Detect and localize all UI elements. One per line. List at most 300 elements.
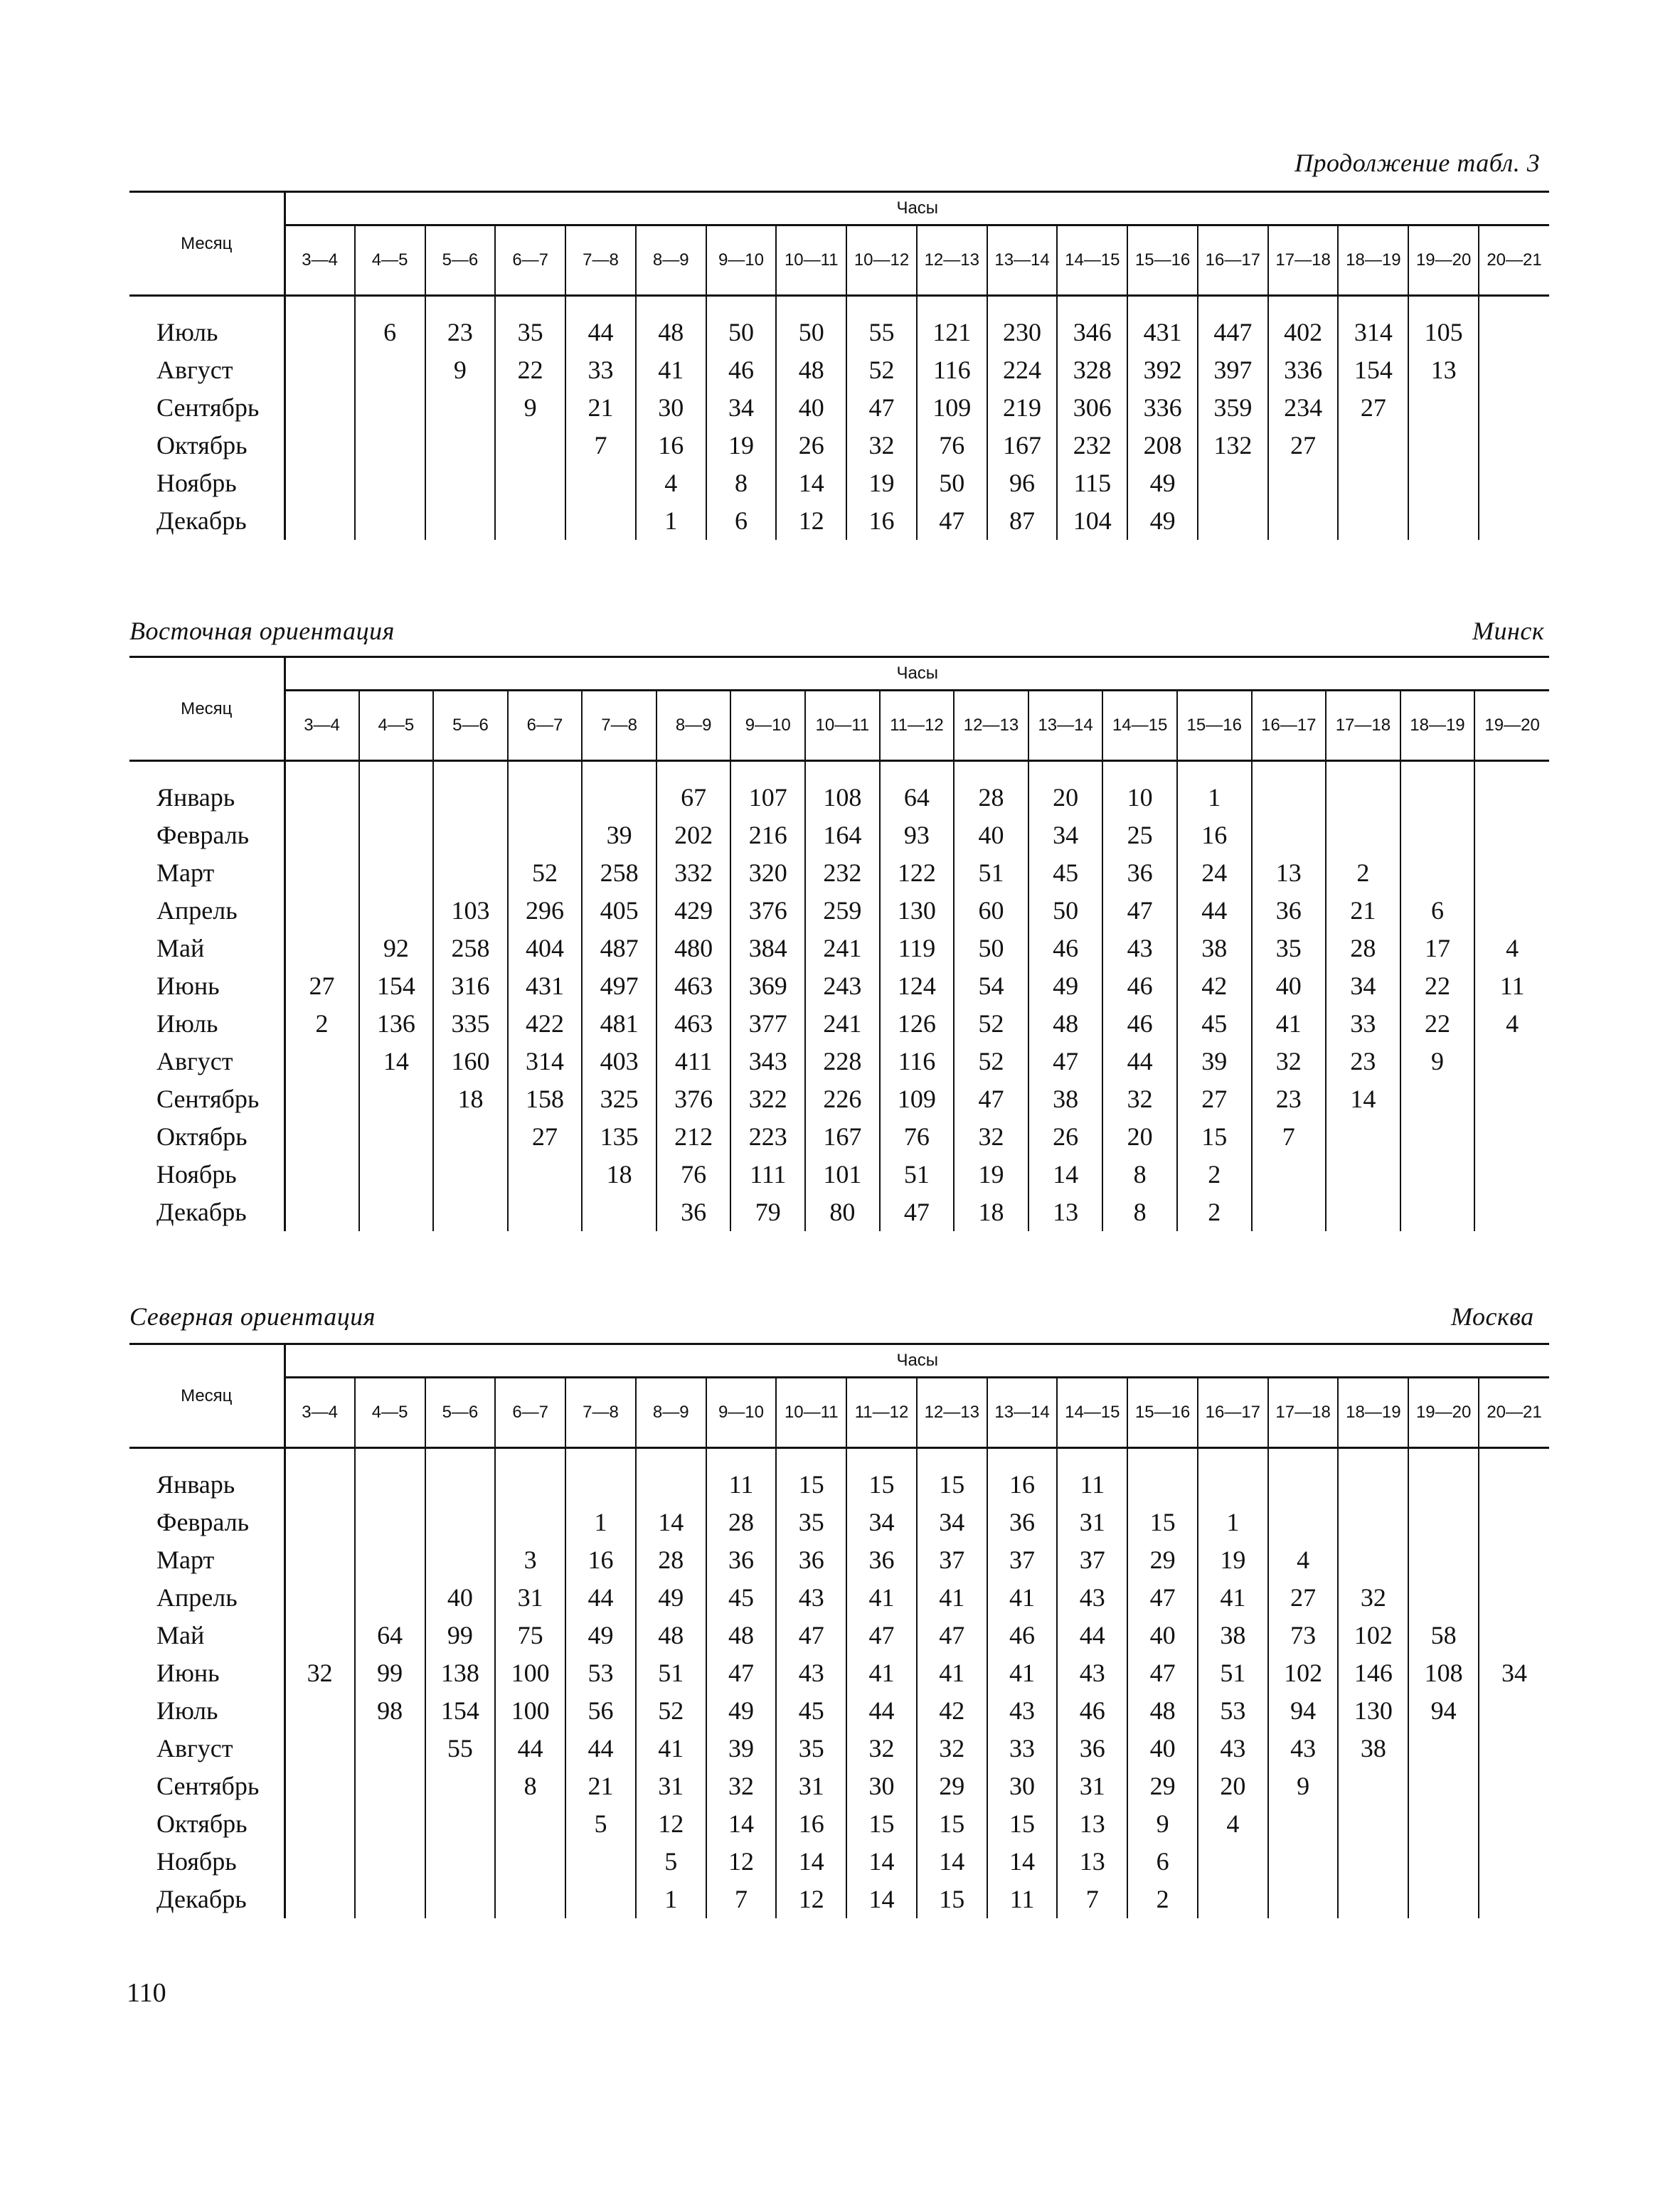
hour-interval-header: 5—6 [425, 1378, 496, 1448]
value-cell: 15 [917, 1805, 987, 1843]
value-cell [433, 1118, 508, 1156]
value-cell: 14 [359, 1043, 434, 1080]
value-cell: 32 [1102, 1080, 1177, 1118]
value-cell [1338, 1541, 1408, 1579]
value-cell: 411 [656, 1043, 731, 1080]
hour-interval-header: 4—5 [355, 1378, 425, 1448]
value-cell: 36 [776, 1541, 846, 1579]
spacer-cell [656, 761, 731, 780]
spacer-cell [1400, 761, 1475, 780]
spacer-cell [1268, 296, 1339, 314]
value-cell: 429 [656, 892, 731, 930]
value-cell [433, 779, 508, 817]
value-cell [355, 502, 425, 540]
value-cell: 15 [917, 1466, 987, 1504]
value-cell: 4 [1474, 930, 1549, 967]
value-cell [425, 1541, 496, 1579]
month-cell: Сентябрь [129, 1080, 285, 1118]
value-cell [1474, 1156, 1549, 1193]
value-cell: 27 [1268, 1579, 1339, 1617]
value-cell [1408, 464, 1479, 502]
value-cell [565, 464, 636, 502]
value-cell [1474, 1043, 1549, 1080]
value-cell: 160 [433, 1043, 508, 1080]
spacer-cell [565, 296, 636, 314]
value-cell [285, 1767, 355, 1805]
value-cell: 154 [425, 1692, 496, 1730]
value-cell [1408, 1843, 1479, 1881]
value-cell: 422 [508, 1005, 583, 1043]
value-cell [1474, 817, 1549, 854]
value-cell: 11 [1474, 967, 1549, 1005]
spacer-cell [1479, 1448, 1549, 1467]
value-cell: 28 [1326, 930, 1400, 967]
value-cell [1198, 1466, 1268, 1504]
value-cell: 107 [730, 779, 805, 817]
value-cell: 30 [636, 389, 706, 427]
value-cell: 6 [1400, 892, 1475, 930]
value-cell: 45 [706, 1579, 777, 1617]
value-cell: 46 [1057, 1692, 1127, 1730]
value-cell: 23 [1326, 1043, 1400, 1080]
hour-interval-header: 13—14 [987, 1378, 1058, 1448]
hour-interval-header: 3—4 [285, 1378, 355, 1448]
spacer-cell [129, 761, 285, 780]
table-row [129, 1805, 1549, 1843]
value-cell: 322 [730, 1080, 805, 1118]
table-continuation-caption: Продолжение табл. 3 [1294, 149, 1541, 177]
value-cell: 51 [880, 1156, 955, 1193]
value-cell: 48 [1127, 1692, 1198, 1730]
value-cell [1408, 1504, 1479, 1541]
value-cell: 223 [730, 1118, 805, 1156]
value-cell: 47 [776, 1617, 846, 1654]
value-cell: 99 [425, 1617, 496, 1654]
value-cell: 18 [433, 1080, 508, 1118]
value-cell: 27 [1268, 427, 1339, 464]
value-cell: 50 [917, 464, 987, 502]
value-cell: 1 [1198, 1504, 1268, 1541]
value-cell [285, 854, 359, 892]
value-cell: 49 [1127, 464, 1198, 502]
month-cell: Май [129, 930, 285, 967]
value-cell [285, 1617, 355, 1654]
value-cell [285, 427, 355, 464]
hour-intervals-row [129, 691, 1549, 761]
value-cell: 480 [656, 930, 731, 967]
value-cell: 36 [706, 1541, 777, 1579]
month-cell: Апрель [129, 1579, 285, 1617]
value-cell [355, 389, 425, 427]
value-cell: 43 [1057, 1654, 1127, 1692]
value-cell: 15 [846, 1466, 917, 1504]
value-cell: 51 [1198, 1654, 1268, 1692]
hour-interval-header: 7—8 [565, 225, 636, 296]
value-cell [359, 1193, 434, 1231]
value-cell: 405 [582, 892, 656, 930]
value-cell [1479, 1504, 1549, 1541]
value-cell: 33 [987, 1730, 1058, 1767]
value-cell [508, 1193, 583, 1231]
value-cell: 29 [1127, 1541, 1198, 1579]
value-cell [425, 502, 496, 540]
spacer-cell [706, 296, 777, 314]
value-cell [285, 1156, 359, 1193]
value-cell: 46 [706, 351, 777, 389]
hour-interval-header: 3—4 [285, 225, 355, 296]
value-cell: 40 [1127, 1617, 1198, 1654]
table-row [129, 314, 1549, 351]
month-column-header: Месяц [129, 657, 285, 761]
value-cell: 14 [1326, 1080, 1400, 1118]
value-cell [1479, 389, 1549, 427]
value-cell: 76 [917, 427, 987, 464]
value-cell [285, 1118, 359, 1156]
hour-interval-header: 7—8 [565, 1378, 636, 1448]
table-row [129, 351, 1549, 389]
hour-interval-header: 10—11 [776, 225, 846, 296]
value-cell [355, 1504, 425, 1541]
value-cell [495, 1466, 565, 1504]
spacer-cell [1408, 296, 1479, 314]
value-cell: 36 [987, 1504, 1058, 1541]
value-cell [285, 1881, 355, 1918]
month-cell: Май [129, 1617, 285, 1654]
value-cell: 2 [1177, 1193, 1252, 1231]
month-cell: Сентябрь [129, 389, 285, 427]
value-cell: 45 [1177, 1005, 1252, 1043]
value-cell: 232 [1057, 427, 1127, 464]
value-cell: 202 [656, 817, 731, 854]
value-cell: 94 [1268, 1692, 1339, 1730]
spacer-cell [359, 761, 434, 780]
hour-intervals-row [129, 225, 1549, 296]
value-cell: 19 [954, 1156, 1028, 1193]
value-cell: 64 [355, 1617, 425, 1654]
value-cell [1400, 1118, 1475, 1156]
table-row [129, 1466, 1549, 1504]
hour-interval-header: 12—13 [954, 691, 1028, 761]
month-column-header: Месяц [129, 1344, 285, 1448]
hour-intervals-row [129, 1378, 1549, 1448]
value-cell [1479, 1541, 1549, 1579]
value-cell: 226 [805, 1080, 880, 1118]
value-cell: 8 [706, 464, 777, 502]
value-cell: 50 [706, 314, 777, 351]
value-cell: 31 [495, 1579, 565, 1617]
value-cell: 55 [846, 314, 917, 351]
value-cell [1338, 1843, 1408, 1881]
value-cell: 47 [1102, 892, 1177, 930]
value-cell [359, 1118, 434, 1156]
value-cell: 50 [1028, 892, 1103, 930]
month-cell: Декабрь [129, 502, 285, 540]
value-cell: 47 [954, 1080, 1028, 1118]
value-cell [285, 1080, 359, 1118]
hours-group-header: Часы [285, 192, 1549, 225]
spacer-cell [1198, 296, 1268, 314]
value-cell: 30 [846, 1767, 917, 1805]
value-cell: 94 [1408, 1692, 1479, 1730]
hour-interval-header: 16—17 [1198, 225, 1268, 296]
value-cell [1338, 1767, 1408, 1805]
value-cell: 38 [1028, 1080, 1103, 1118]
spacer-cell [917, 296, 987, 314]
value-cell: 306 [1057, 389, 1127, 427]
value-cell [1408, 427, 1479, 464]
value-cell: 34 [846, 1504, 917, 1541]
value-cell [1479, 1466, 1549, 1504]
value-cell [636, 1466, 706, 1504]
value-cell [1268, 1843, 1339, 1881]
month-cell: Январь [129, 779, 285, 817]
hour-interval-header: 10—12 [846, 225, 917, 296]
value-cell: 67 [656, 779, 731, 817]
value-cell [359, 1080, 434, 1118]
value-cell: 47 [1028, 1043, 1103, 1080]
value-cell [1408, 1805, 1479, 1843]
value-cell: 219 [987, 389, 1058, 427]
value-cell: 258 [582, 854, 656, 892]
value-cell: 38 [1338, 1730, 1408, 1767]
value-cell [1400, 1156, 1475, 1193]
value-cell: 463 [656, 1005, 731, 1043]
value-cell: 7 [706, 1881, 777, 1918]
hour-interval-header: 5—6 [425, 225, 496, 296]
value-cell [425, 427, 496, 464]
value-cell: 111 [730, 1156, 805, 1193]
hour-interval-header: 18—19 [1338, 225, 1408, 296]
value-cell [433, 1156, 508, 1193]
value-cell: 32 [846, 427, 917, 464]
value-cell: 1 [565, 1504, 636, 1541]
hour-interval-header: 6—7 [495, 1378, 565, 1448]
value-cell: 230 [987, 314, 1058, 351]
value-cell: 36 [656, 1193, 731, 1231]
value-cell [285, 1541, 355, 1579]
value-cell [285, 1805, 355, 1843]
table-row [129, 1043, 1549, 1080]
value-cell [1338, 1466, 1408, 1504]
value-cell [355, 1730, 425, 1767]
value-cell [1400, 1193, 1475, 1231]
value-cell: 76 [880, 1118, 955, 1156]
value-cell: 40 [425, 1579, 496, 1617]
value-cell [355, 1579, 425, 1617]
value-cell: 30 [987, 1767, 1058, 1805]
table-row [129, 1541, 1549, 1579]
value-cell: 64 [880, 779, 955, 817]
value-cell: 316 [433, 967, 508, 1005]
value-cell: 10 [1102, 779, 1177, 817]
value-cell: 92 [359, 930, 434, 967]
value-cell [1252, 1193, 1327, 1231]
value-cell: 130 [880, 892, 955, 930]
value-cell [1198, 1881, 1268, 1918]
value-cell [1268, 1805, 1339, 1843]
value-cell: 37 [987, 1541, 1058, 1579]
value-cell: 47 [917, 1617, 987, 1654]
value-cell: 20 [1102, 1118, 1177, 1156]
month-cell: Февраль [129, 817, 285, 854]
value-cell [355, 427, 425, 464]
value-cell: 9 [495, 389, 565, 427]
spacer-cell [565, 1448, 636, 1467]
table-row [129, 427, 1549, 464]
month-column-header: Месяц [129, 192, 285, 296]
value-cell: 164 [805, 817, 880, 854]
value-cell: 14 [706, 1805, 777, 1843]
value-cell: 28 [954, 779, 1028, 817]
table-row [129, 1193, 1549, 1231]
table-row [129, 1005, 1549, 1043]
value-cell: 41 [636, 1730, 706, 1767]
spacer-row [129, 296, 1549, 314]
value-cell: 43 [1198, 1730, 1268, 1767]
value-cell: 42 [1177, 967, 1252, 1005]
spacer-cell [1127, 1448, 1198, 1467]
table-row [129, 1080, 1549, 1118]
value-cell [285, 1692, 355, 1730]
spacer-cell [285, 1448, 355, 1467]
value-cell: 42 [917, 1692, 987, 1730]
spacer-row [129, 761, 1549, 780]
value-cell: 29 [1127, 1767, 1198, 1805]
value-cell: 9 [1268, 1767, 1339, 1805]
value-cell: 34 [1479, 1654, 1549, 1692]
value-cell: 52 [954, 1005, 1028, 1043]
value-cell: 48 [776, 351, 846, 389]
hour-interval-header: 9—10 [706, 225, 777, 296]
value-cell: 40 [776, 389, 846, 427]
value-cell: 45 [1028, 854, 1103, 892]
value-cell: 32 [706, 1767, 777, 1805]
value-cell [1408, 1881, 1479, 1918]
value-cell: 27 [1177, 1080, 1252, 1118]
value-cell: 2 [285, 1005, 359, 1043]
value-cell: 31 [636, 1767, 706, 1805]
value-cell: 130 [1338, 1692, 1408, 1730]
value-cell: 46 [987, 1617, 1058, 1654]
value-cell: 228 [805, 1043, 880, 1080]
value-cell [1268, 1504, 1339, 1541]
value-cell: 216 [730, 817, 805, 854]
value-cell: 39 [582, 817, 656, 854]
spacer-cell [1326, 761, 1400, 780]
value-cell: 487 [582, 930, 656, 967]
value-cell: 48 [636, 314, 706, 351]
spacer-cell [285, 296, 355, 314]
value-cell [355, 351, 425, 389]
value-cell: 73 [1268, 1617, 1339, 1654]
value-cell: 6 [1127, 1843, 1198, 1881]
value-cell [495, 502, 565, 540]
value-cell: 21 [565, 1767, 636, 1805]
value-cell: 258 [433, 930, 508, 967]
month-cell: Июнь [129, 1654, 285, 1692]
value-cell: 9 [1127, 1805, 1198, 1843]
value-cell: 12 [776, 1881, 846, 1918]
value-cell [285, 1043, 359, 1080]
value-cell [285, 314, 355, 351]
value-cell [1474, 1118, 1549, 1156]
value-cell: 47 [917, 502, 987, 540]
value-cell: 384 [730, 930, 805, 967]
value-cell: 336 [1268, 351, 1339, 389]
value-cell: 31 [1057, 1504, 1127, 1541]
value-cell: 47 [846, 389, 917, 427]
value-cell: 15 [1177, 1118, 1252, 1156]
value-cell: 44 [565, 1730, 636, 1767]
value-cell: 101 [805, 1156, 880, 1193]
value-cell: 346 [1057, 314, 1127, 351]
value-cell: 14 [776, 1843, 846, 1881]
value-cell [359, 779, 434, 817]
header-row [129, 1344, 1549, 1378]
value-cell: 2 [1326, 854, 1400, 892]
value-cell: 34 [706, 389, 777, 427]
value-cell [355, 1767, 425, 1805]
month-cell: Апрель [129, 892, 285, 930]
hours-group-header: Часы [285, 1344, 1549, 1378]
value-cell [1479, 1730, 1549, 1767]
value-cell [565, 1843, 636, 1881]
hour-interval-header: 18—19 [1338, 1378, 1408, 1448]
value-cell: 25 [1102, 817, 1177, 854]
value-cell: 481 [582, 1005, 656, 1043]
spacer-cell [433, 761, 508, 780]
value-cell: 41 [987, 1654, 1058, 1692]
value-cell: 234 [1268, 389, 1339, 427]
table-row [129, 1692, 1549, 1730]
hour-interval-header: 9—10 [730, 691, 805, 761]
value-cell: 16 [565, 1541, 636, 1579]
value-cell [1474, 892, 1549, 930]
value-cell: 18 [582, 1156, 656, 1193]
spacer-cell [1102, 761, 1177, 780]
value-cell [1408, 1767, 1479, 1805]
value-cell: 105 [1408, 314, 1479, 351]
value-cell [285, 351, 355, 389]
value-cell [355, 1805, 425, 1843]
value-cell: 20 [1028, 779, 1103, 817]
value-cell [1479, 314, 1549, 351]
table-row [129, 502, 1549, 540]
table-row [129, 1881, 1549, 1918]
value-cell: 44 [565, 314, 636, 351]
value-cell: 18 [954, 1193, 1028, 1231]
value-cell [425, 1504, 496, 1541]
value-cell [1479, 1617, 1549, 1654]
value-cell: 24 [1177, 854, 1252, 892]
value-cell [1268, 1466, 1339, 1504]
hour-interval-header: 19—20 [1408, 225, 1479, 296]
value-cell: 15 [1127, 1504, 1198, 1541]
value-cell: 154 [359, 967, 434, 1005]
value-cell: 87 [987, 502, 1058, 540]
value-cell [1408, 1579, 1479, 1617]
table-row [129, 1767, 1549, 1805]
value-cell: 104 [1057, 502, 1127, 540]
hour-interval-header: 19—20 [1408, 1378, 1479, 1448]
value-cell: 76 [656, 1156, 731, 1193]
value-cell: 31 [776, 1767, 846, 1805]
value-cell [355, 1541, 425, 1579]
spacer-cell [495, 1448, 565, 1467]
spacer-cell [730, 761, 805, 780]
spacer-cell [846, 1448, 917, 1467]
value-cell [1268, 502, 1339, 540]
